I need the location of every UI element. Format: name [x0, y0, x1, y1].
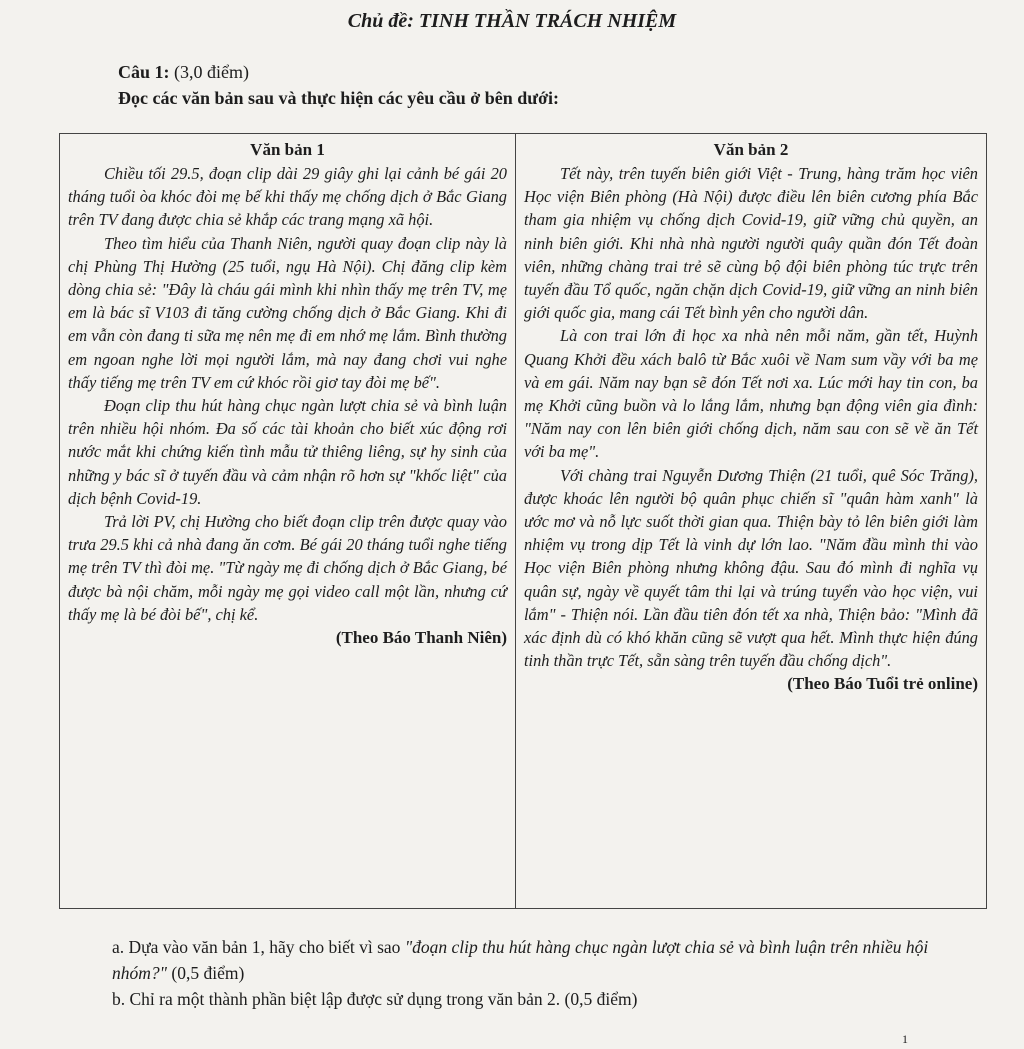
- text-1-title: Văn bản 1: [250, 140, 325, 159]
- question-points: (3,0 điểm): [174, 62, 249, 82]
- page-number: 1: [902, 1032, 908, 1046]
- text-1-paragraph: Đoạn clip thu hút hàng chục ngàn lượt chia sẻ và bình luận trên nhiều hội nhóm. Đa số các tài khoản cho biết xúc động rơi nước mắt khi chứng kiến tình mẫu tử thiêng liêng, sự hy sinh của những y bác sĩ ở tuyến đầu và cảm nhận rõ hơn sự "khốc liệt" của dịch bệnh Covid-19.: [68, 396, 507, 508]
- task-a-quote: "đoạn clip thu hút hàng chục ngàn lượt chia sẻ và bình luận trên nhiều hội nhóm?": [112, 937, 929, 983]
- reading-texts-table: [59, 133, 987, 909]
- task-a-prefix: a. Dựa vào văn bản 1, hãy cho biết vì sao: [112, 937, 405, 957]
- text-1-paragraph: Trả lời PV, chị Hường cho biết đoạn clip trên được quay vào trưa 29.5 khi cả nhà đang ăn cơm. Bé gái 20 tháng tuổi nghe tiếng mẹ trên TV thì đòi mẹ. "Từ ngày mẹ đi chống dịch ở Bắc Giang, bé được bà nội chăm, mỗi ngày mẹ gọi video call một lần, nhưng cứ thấy mẹ là bé đòi bế", chị kể.: [68, 512, 507, 624]
- task-a: [112, 934, 972, 986]
- text-1-paragraph: Theo tìm hiểu của Thanh Niên, người quay đoạn clip này là chị Phùng Thị Hường (25 tuổi, ngụ Hà Nội). Chị đăng clip kèm dòng chia sẻ: "Đây là cháu gái mình khi nhìn thấy mẹ trên TV, mẹ em là bác sĩ V103 đi tăng cường chống dịch ở Bắc Giang. Khi đi em vẫn còn đang ti sữa mẹ nên mẹ đi em nhớ mẹ lắm. Bình thường em ngoan nghe lời mọi người lắm, mà nay đang chơi vui nghe thấy tiếng mẹ trên TV em cứ khóc rồi giơ tay đòi mẹ bế".: [68, 233, 507, 392]
- question-label: Câu 1:: [118, 62, 170, 82]
- question-instruction: Đọc các văn bản sau và thực hiện các yêu cầu ở bên dưới:: [118, 88, 560, 108]
- text-2-paragraph: Là con trai lớn đi học xa nhà nên mỗi năm, gần tết, Huỳnh Quang Khởi đều xách balô từ Bắc xuôi về Nam sum vầy với ba mẹ và em gái. Năm nay bạn sẽ đón Tết nơi xa. Lúc mới hay tin con, ba mẹ Khởi cũng buồn và lo lắng lắm, nhưng bạn động viên gia đình: "Năm nay con lên biên giới chống dịch, năm sau con sẽ về ăn Tết với ba mẹ".: [524, 326, 978, 462]
- page-title: Chủ đề: TINH THẦN TRÁCH NHIỆM: [347, 10, 677, 32]
- text-1-source: (Theo Báo Thanh Niên): [335, 628, 507, 648]
- text-2-title: Văn bản 2: [713, 140, 789, 159]
- text-1-paragraph: Chiều tối 29.5, đoạn clip dài 29 giây ghi lại cảnh bé gái 20 tháng tuổi òa khóc đòi mẹ bế khi thấy mẹ chống dịch ở Bắc Giang trên TV đang được chia sẻ khắp các trang mạng xã hội.: [68, 164, 507, 230]
- text-1-column: [60, 134, 516, 908]
- text-2-paragraph: Với chàng trai Nguyễn Dương Thiện (21 tuổi, quê Sóc Trăng), được khoác lên người bộ quân phục chiến sĩ "quân hàm xanh" là ước mơ và nỗ lực suốt thời gian qua. Thiện bày tỏ lên biên giới làm nhiệm vụ trong dịp Tết là vinh dự lớn lao. "Năm đầu mình thi vào Học viện Biên phòng nhưng không đậu. Sau đó mình đi nghĩa vụ quân sự, ngày về quyết tâm thi lại và trúng tuyển vào học viện, vui lắm" - Thiện nói. Lần đầu tiên đón tết xa nhà, Thiện bảo: "Mình đã xác định dù có khó khăn cũng sẽ vượt qua hết. Mình thực hiện đúng tinh thần trực Tết, sẵn sàng trên tuyến đầu chống dịch".: [524, 465, 978, 671]
- text-2-source: (Theo Báo Tuổi trẻ online): [787, 674, 978, 694]
- text-2-column: [516, 134, 986, 908]
- question-header: [118, 62, 249, 83]
- task-a-points: (0,5 điểm): [167, 963, 245, 983]
- questions-section: [112, 934, 972, 1012]
- task-b: b. Chỉ ra một thành phần biệt lập được sử dụng trong văn bản 2. (0,5 điểm): [112, 989, 638, 1009]
- text-2-paragraph: Tết này, trên tuyến biên giới Việt - Trung, hàng trăm học viên Học viện Biên phòng (Hà Nội) được điều lên biên cương phía Bắc tham gia nhiệm vụ chống dịch Covid-19, giữ vững chủ quyền, an ninh biên giới. Khi nhà nhà người người quây quần đón Tết đoàn viên, những chàng trai trẻ sẽ cùng bộ đội biên phòng túc trực trên tuyến đầu Tổ quốc, ngăn chặn dịch Covid-19, giữ vững an ninh biên giới quốc gia, mang cái Tết bình yên cho người dân.: [524, 164, 978, 323]
